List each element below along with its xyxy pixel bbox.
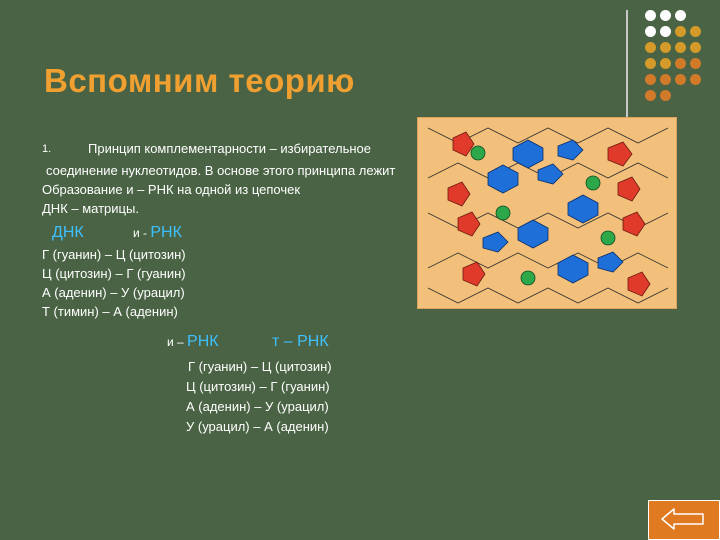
irna-heading	[133, 224, 182, 242]
pair-rna-2: Ц (цитозин) – Г (гуанин)	[186, 379, 330, 394]
dna-structure-image	[417, 117, 677, 309]
slide-title: Вспомним теорию	[44, 62, 355, 99]
paragraph-line-4: ДНК – матрицы.	[42, 201, 139, 216]
decorative-dot	[660, 58, 671, 69]
irna-label: РНК	[150, 224, 182, 241]
decorative-dot	[645, 90, 656, 101]
decorative-dot	[660, 26, 671, 37]
paragraph-line-3: Образование и – РНК на одной из цепочек	[42, 182, 301, 197]
pair-rna-4: У (урацил) – А (аденин)	[186, 419, 329, 434]
dna-label: ДНК	[52, 224, 84, 241]
decorative-divider-line	[626, 10, 628, 120]
decorative-dot	[660, 42, 671, 53]
decorative-dot	[675, 26, 686, 37]
decorative-dot	[645, 26, 656, 37]
trna-label: т – РНК	[272, 333, 329, 350]
irna2-prefix: и –	[167, 335, 188, 349]
decorative-dot	[690, 26, 701, 37]
decorative-dot	[675, 42, 686, 53]
decorative-dot	[660, 10, 671, 21]
pair-dna-2: Ц (цитозин) – Г (гуанин)	[42, 266, 186, 281]
irna-heading-2	[167, 333, 219, 351]
decorative-dot	[675, 74, 686, 85]
decorative-dot	[690, 42, 701, 53]
decorative-dot	[690, 58, 701, 69]
decorative-dot	[645, 42, 656, 53]
paragraph-line-2: соединение нуклеотидов. В основе этого принципа лежит	[46, 163, 396, 178]
decorative-dot-grid	[641, 10, 713, 110]
pair-dna-4: Т (тимин) – А (аденин)	[42, 304, 178, 319]
pair-rna-3: А (аденин) – У (урацил)	[186, 399, 329, 414]
decorative-dot	[690, 74, 701, 85]
pair-rna-1: Г (гуанин) – Ц (цитозин)	[188, 359, 332, 374]
pair-dna-1: Г (гуанин) – Ц (цитозин)	[42, 247, 186, 262]
decorative-dot	[645, 74, 656, 85]
paragraph-line-1: Принцип комплементарности – избирательное	[88, 141, 371, 156]
pair-dna-3: А (аденин) – У (урацил)	[42, 285, 185, 300]
decorative-dot	[675, 10, 686, 21]
decorative-dot	[675, 58, 686, 69]
irna2-label: РНК	[187, 333, 219, 350]
irna-prefix: и -	[133, 226, 151, 240]
decorative-dot	[645, 10, 656, 21]
decorative-dot	[660, 90, 671, 101]
decorative-dot	[645, 58, 656, 69]
back-button[interactable]	[660, 506, 706, 532]
list-number: 1.	[42, 143, 52, 155]
back-arrow-icon	[660, 506, 706, 532]
decorative-dot	[660, 74, 671, 85]
